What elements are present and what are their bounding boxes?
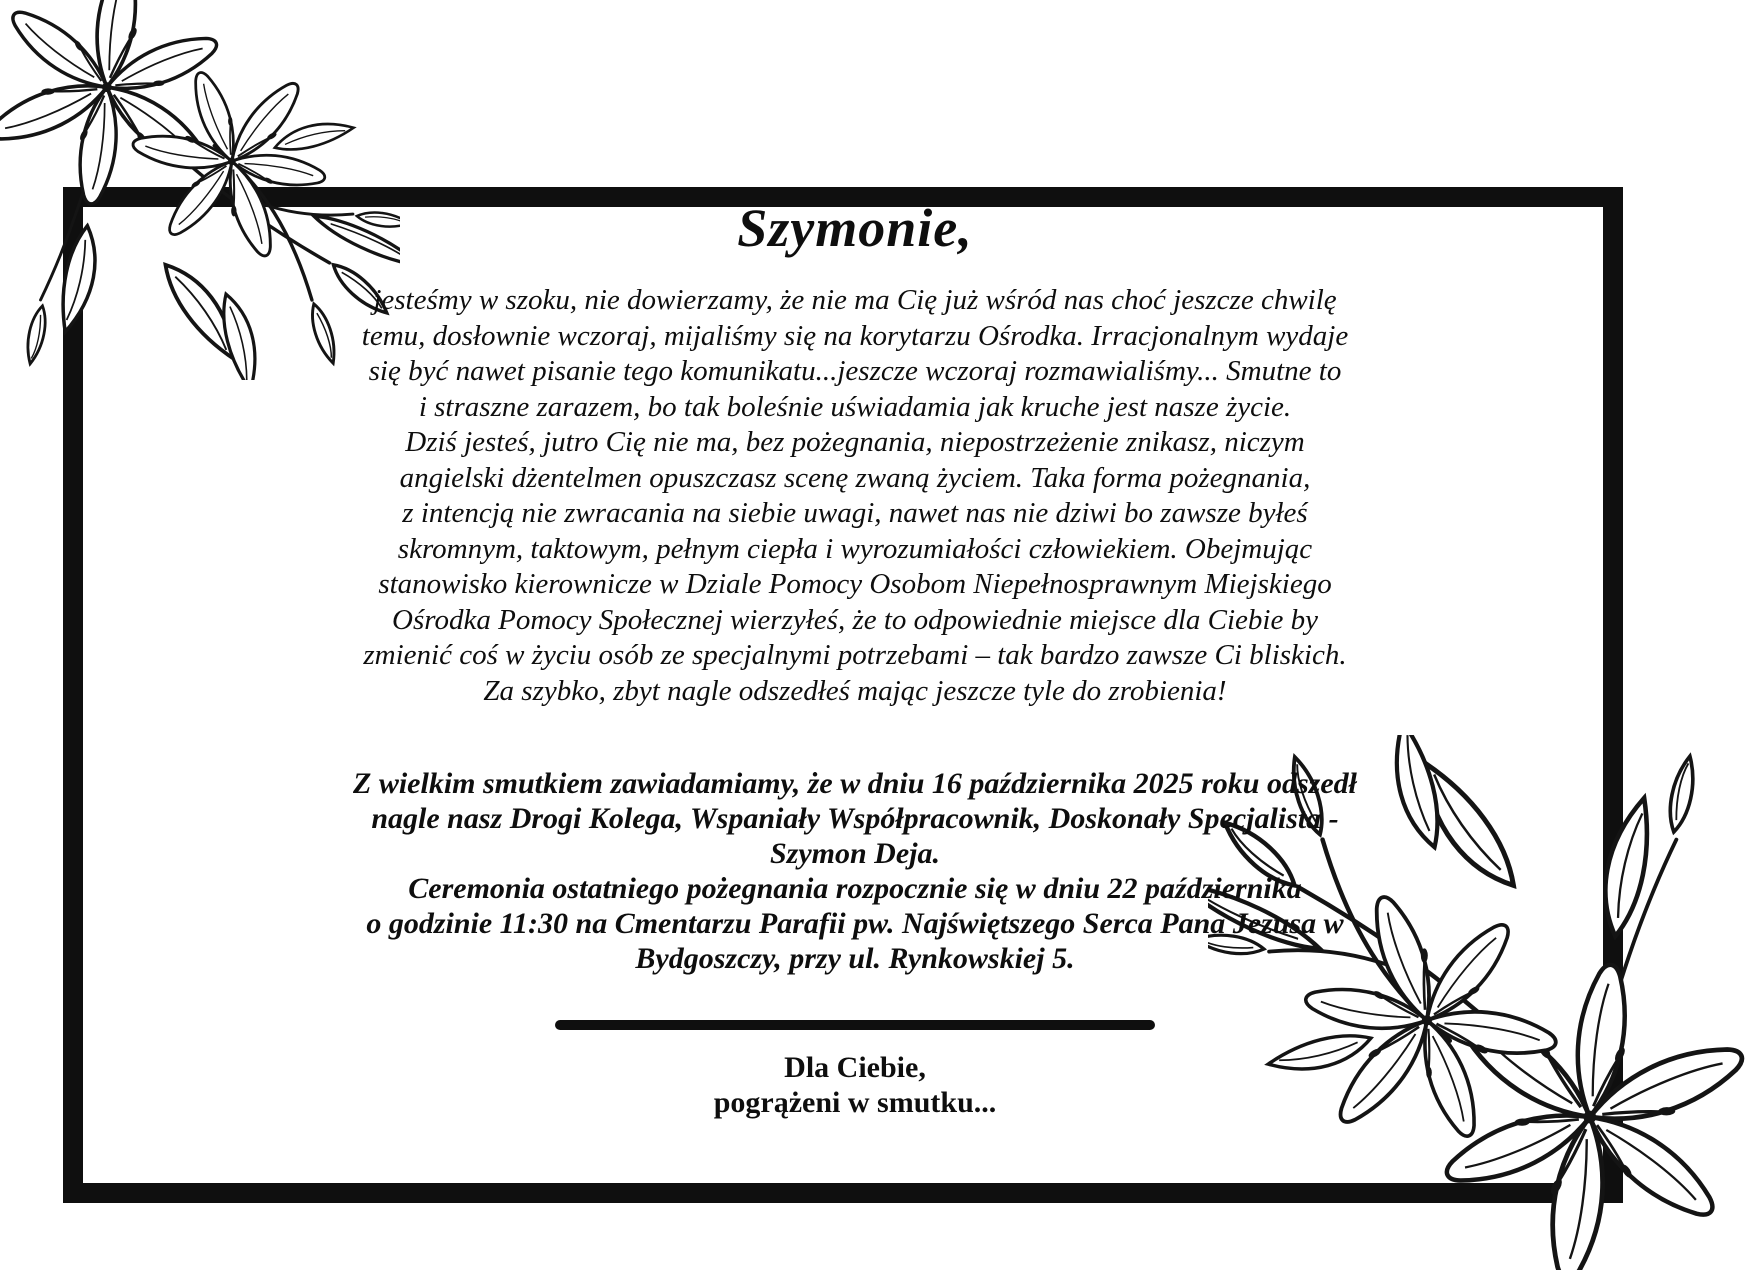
letter-line: Ośrodka Pomocy Społecznej wierzyłeś, że to odpowiednie miejsce dla Ciebie by — [392, 603, 1318, 636]
letter-line: i straszne zarazem, bo tak boleśnie uświadamia jak kruche jest nasze życie. — [418, 390, 1292, 423]
announcement-line: Ceremonia ostatniego pożegnania rozpocznie się w dniu 22 października — [408, 872, 1302, 905]
letter-line: jesteśmy w szoku, nie dowierzamy, że nie ma Cię już wśród nas choć jeszcze chwilę — [373, 284, 1337, 316]
announcement-line: Szymon Deja. — [769, 837, 940, 870]
closing-line: Dla Ciebie, — [784, 1051, 926, 1084]
closing-signature — [255, 1050, 1455, 1120]
letter-line: stanowisko kierownicze w Dziale Pomocy Osobom Niepełnosprawnym Miejskiego — [378, 568, 1332, 600]
letter-line: skromnym, taktowym, pełnym ciepła i wyrozumiałości człowiekiem. Obejmując — [397, 532, 1313, 565]
announcement-line: Z wielkim smutkiem zawiadamiamy, że w dniu 16 października 2025 roku odszedł — [353, 767, 1357, 800]
letter-line: temu, dosłownie wczoraj, mijaliśmy się na korytarzu Ośrodka. Irracjonalnym wydaje — [361, 319, 1349, 352]
letter-line: Dziś jesteś, jutro Cię nie ma, bez pożegnania, niepostrzeżenie znikasz, niczym — [405, 426, 1305, 458]
letter-line: z intencją nie zwracania na siebie uwagi, nawet nas nie dziwi bo zawsze byłeś — [402, 497, 1308, 529]
letter-line: zmienić coś w życiu osób ze specjalnymi potrzebami – tak bardzo zawsze Ci bliskich. — [363, 639, 1347, 671]
divider-line — [555, 1020, 1155, 1030]
announcement-line: Bydgoszczy, przy ul. Rynkowskiej 5. — [635, 942, 1075, 975]
farewell-letter — [255, 283, 1455, 709]
death-announcement — [255, 766, 1455, 976]
memorial-title: Szymonie, — [737, 198, 973, 258]
announcement-line: o godzinie 11:30 na Cmentarzu Parafii pw. Najświętszego Serca Pana Jezusa w — [366, 907, 1344, 940]
letter-line: Za szybko, zbyt nagle odszedłeś mając jeszcze tyle do zrobienia! — [483, 674, 1227, 707]
memorial-content — [255, 196, 1455, 1120]
letter-line: się być nawet pisanie tego komunikatu...jeszcze wczoraj rozmawialiśmy... Smutne to — [368, 355, 1342, 387]
letter-line: angielski dżentelmen opuszczasz scenę zwaną życiem. Taka forma pożegnania, — [399, 461, 1311, 494]
announcement-line: nagle nasz Drogi Kolega, Wspaniały Współpracownik, Doskonały Specjalista - — [371, 802, 1339, 835]
closing-line: pogrążeni w smutku... — [713, 1086, 997, 1119]
